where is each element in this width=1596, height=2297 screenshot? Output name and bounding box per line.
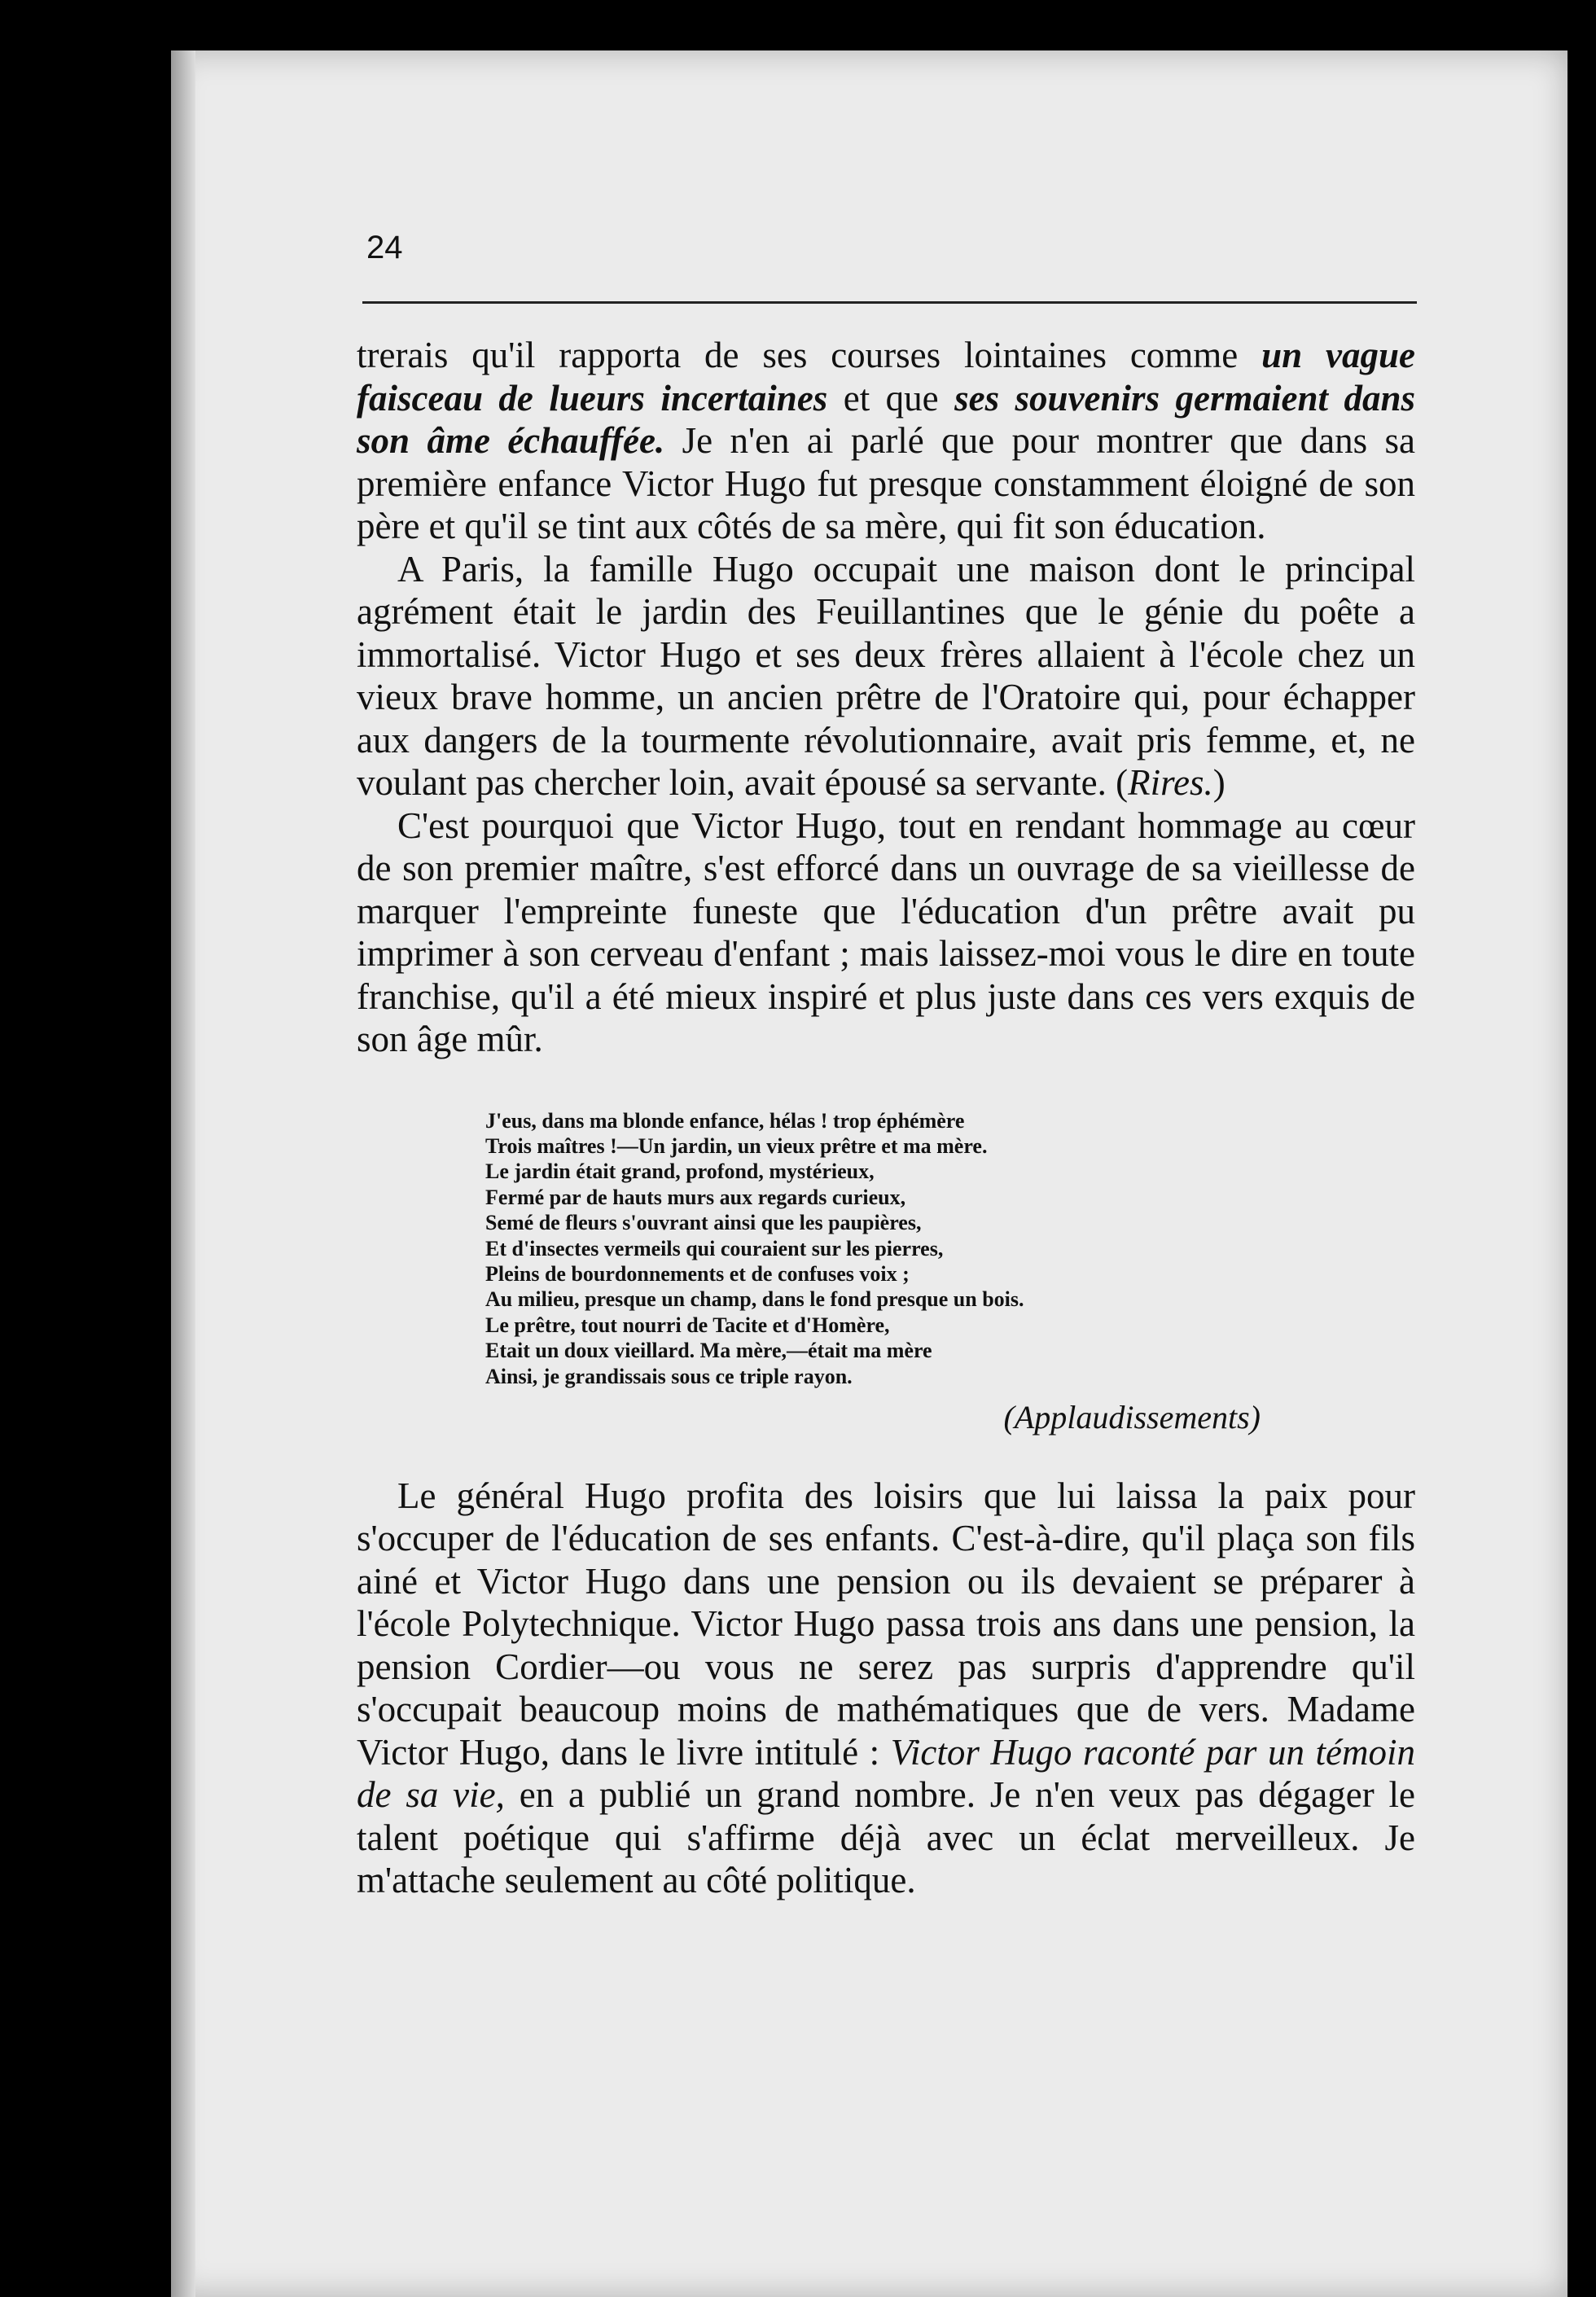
paragraph-2-text-b: ) — [1212, 762, 1226, 803]
poem-line: Le jardin était grand, profond, mystérieux, — [485, 1159, 875, 1184]
paragraph-4-text-b: en a publié un grand nombre. Je n'en veux pas dégager le talent poétique qui s'affirme déjà avec un éclat merveilleux. Je m'attache seulement au côté politique. — [357, 1774, 1415, 1901]
paragraph-1-italic-b: ses souvenirs germaient dans son âme échauffée. — [357, 377, 1415, 461]
paragraph-4-text-a: Le général Hugo profita des loisirs que lui laissa la paix pour s'occuper de l'éducation de ses enfants. C'est-à-dire, qu'il plaça son fils ainé et Victor Hugo dans une pension ou ils devaient se préparer à l'école Polytechnique. Victor Hugo passa trois ans dans une pension, la pension Cordier—ou vous ne serez pas surpris d'apprendre qu'il s'occupait beaucoup moins de mathématiques que de vers. Madame Victor Hugo, dans le livre intitulé : — [357, 1475, 1415, 1773]
poem-line: Au milieu, presque un champ, dans le fond presque un bois. — [485, 1287, 1024, 1312]
paragraph-1-text-b: et que — [827, 377, 955, 419]
paragraph-1-text-c: Je n'en ai parlé que pour montrer que dans sa première enfance Victor Hugo fut presque constamment éloigné de son père et qu'il se tint aux côtés de sa mère, qui fit son éducation. — [357, 420, 1415, 546]
paragraph-1-text-a: trerais qu'il rapporta de ses courses lointaines comme — [357, 335, 1262, 375]
paragraph-4-book-title: Victor Hugo raconté par un témoin de sa vie, — [357, 1731, 1415, 1816]
poem-line: J'eus, dans ma blonde enfance, hélas ! trop éphémère — [485, 1108, 965, 1133]
paragraph-1-italic-a: un vague faisceau de lueurs incertaines — [357, 335, 1416, 419]
paragraph-4 — [357, 1475, 1415, 1902]
poem-line: Pleins de bourdonnements et de confuses voix ; — [485, 1261, 910, 1286]
paragraph-1 — [357, 334, 1415, 548]
poem-line: Et d'insectes vermeils qui couraient sur les pierres, — [485, 1236, 944, 1260]
applause-note: (Applaudissements) — [1003, 1398, 1261, 1436]
poem-line: Etait un doux vieillard. Ma mère,—était ma mère — [485, 1339, 932, 1363]
poem-line: Le prêtre, tout nourri de Tacite et d'Homère, — [485, 1313, 890, 1337]
paragraph-2 — [357, 548, 1415, 804]
poem-line: Semé de fleurs s'ouvrant ainsi que les paupières, — [485, 1211, 922, 1235]
page-binding-shadow — [171, 50, 195, 2297]
page-body — [357, 334, 1415, 1902]
paragraph-2-text-a: A Paris, la famille Hugo occupait une maison dont le principal agrément était le jardin des Feuillantines que le génie du poête a immortalisé. Victor Hugo et ses deux frères allaient à l'école chez un vieux brave homme, un ancien prêtre de l'Oratoire qui, pour échapper aux dangers de la tourmente révolutionnaire, avait pris femme, et, ne voulant pas chercher loin, avait épousé sa servante. ( — [357, 548, 1415, 803]
poem-quote — [485, 1108, 1415, 1389]
poem-line: Ainsi, je grandissais sous ce triple rayon. — [485, 1364, 853, 1388]
header-rule — [362, 301, 1417, 304]
paragraph-3: C'est pourquoi que Victor Hugo, tout en rendant hommage au cœur de son premier maître, s'est efforcé dans un ouvrage de sa vieillesse de marquer l'empreinte funeste que l'éducation d'un prêtre avait pu imprimer à son cerveau d'enfant ; mais laissez-moi vous le dire en toute franchise, qu'il a été mieux inspiré et plus juste dans ces vers exquis de son âge mûr. — [357, 804, 1415, 1059]
page-number: 24 — [366, 230, 403, 265]
poem-line: Fermé par de hauts murs aux regards curieux, — [485, 1185, 906, 1209]
paragraph-2-italic: Rires. — [1128, 762, 1213, 803]
poem-line: Trois maîtres !—Un jardin, un vieux prêtre et ma mère. — [485, 1133, 988, 1158]
